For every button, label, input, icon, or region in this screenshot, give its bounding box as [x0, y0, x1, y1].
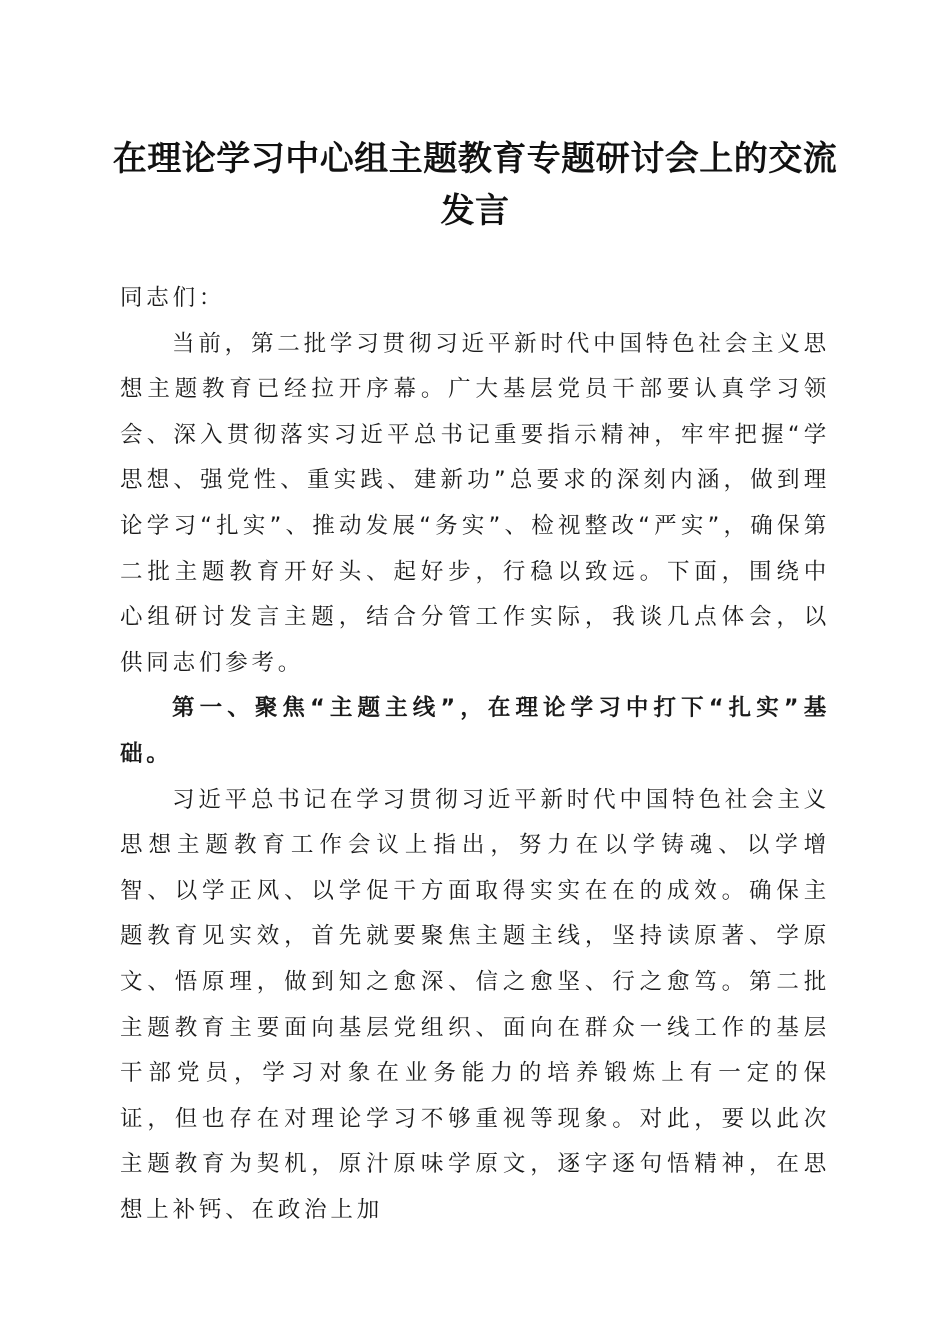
section-heading-first: 第一、聚焦“主题主线”，在理论学习中打下“扎实”基础。 [120, 695, 830, 767]
document-body [120, 276, 830, 1233]
salutation: 同志们： [120, 285, 226, 311]
section-one-paragraph: 习近平总书记在学习贯彻习近平新时代中国特色社会主义思想主题教育工作会议上指出，努力在以学铸魂、以学增智、以学正风、以学促干方面取得实实在在的成效。确保主题教育见实效，首先就要聚焦主题主线，坚持读原著、学原文、悟原理，做到知之愈深、信之愈坚、行之愈笃。第二批主题教育主要面向基层党组织、面向在群众一线工作的基层干部党员，学习对象在业务能力的培养锻炼上有一定的保证，但也存在对理论学习不够重视等现象。对此，要以此次主题教育为契机，原汁原味学原文，逐字逐句悟精神，在思想上补钙、在政治上加 [120, 786, 830, 1223]
intro-paragraph: 当前，第二批学习贯彻习近平新时代中国特色社会主义思想主题教育已经拉开序幕。广大基层党员干部要认真学习领会、深入贯彻落实习近平总书记重要指示精神，牢牢把握“学思想、强党性、重实践、建新功”总要求的深刻内涵，做到理论学习“扎实”、推动发展“务实”、检视整改“严实”，确保第二批主题教育开好头、起好步，行稳以致远。下面，围绕中心组研讨发言主题，结合分管工作实际，我谈几点体会，以供同志们参考。 [120, 330, 830, 676]
document-title: 在理论学习中心组主题教育专题研讨会上的交流发言 [112, 139, 838, 231]
